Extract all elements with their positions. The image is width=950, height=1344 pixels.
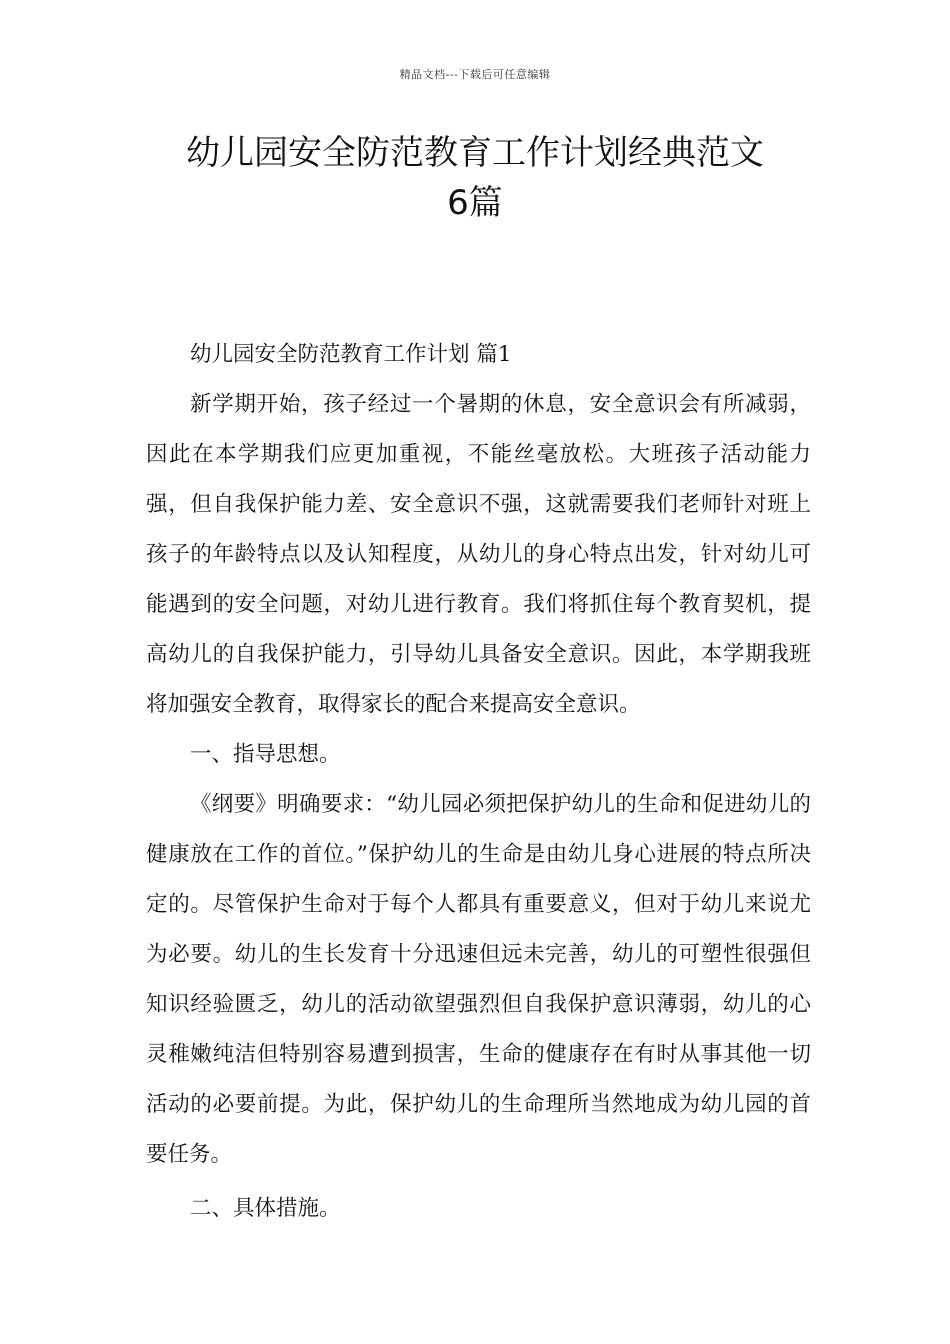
document-title	[120, 128, 830, 228]
section-heading-part-1: 幼儿园安全防范教育工作计划 篇1	[190, 342, 512, 367]
document-body	[146, 330, 811, 1234]
section-heading-guiding-ideology: 一、指导思想。	[190, 742, 341, 767]
document-title-line-1: 幼儿园安全防范教育工作计划经典范文	[186, 133, 764, 173]
section-heading-specific-measures: 二、具体措施。	[190, 1196, 341, 1221]
header-note: 精品文档---下载后可任意编辑	[399, 68, 551, 81]
document-title-line-2: 6篇	[447, 183, 503, 223]
intro-paragraph: 新学期开始，孩子经过一个暑期的休息，安全意识会有所减弱，因此在本学期我们应更加重视，不能丝毫放松。大班孩子活动能力强，但自我保护能力差、安全意识不强，这就需要我们老师针对班上孩子的年龄特点以及认知程度，从幼儿的身心特点出发，针对幼儿可能遇到的安全问题，对幼儿进行教育。我们将抓住每个教育契机，提高幼儿的自我保护能力，引导幼儿具备安全意识。因此，本学期我班将加强安全教育，取得家长的配合来提高安全意识。	[146, 392, 811, 717]
guiding-ideology-paragraph: 《纲要》明确要求：“幼儿园必须把保护幼儿的生命和促进幼儿的健康放在工作的首位。”保护幼儿的生命是由幼儿身心进展的特点所决定的。尽管保护生命对于每个人都具有重要意义，但对于幼儿来说尤为必要。幼儿的生长发育十分迅速但远未完善，幼儿的可塑性很强但知识经验匮乏，幼儿的活动欲望强烈但自我保护意识薄弱，幼儿的心灵稚嫩纯洁但特别容易遭到损害，生命的健康存在有时从事其他一切活动的必要前提。为此，保护幼儿的生命理所当然地成为幼儿园的首要任务。	[146, 792, 811, 1167]
